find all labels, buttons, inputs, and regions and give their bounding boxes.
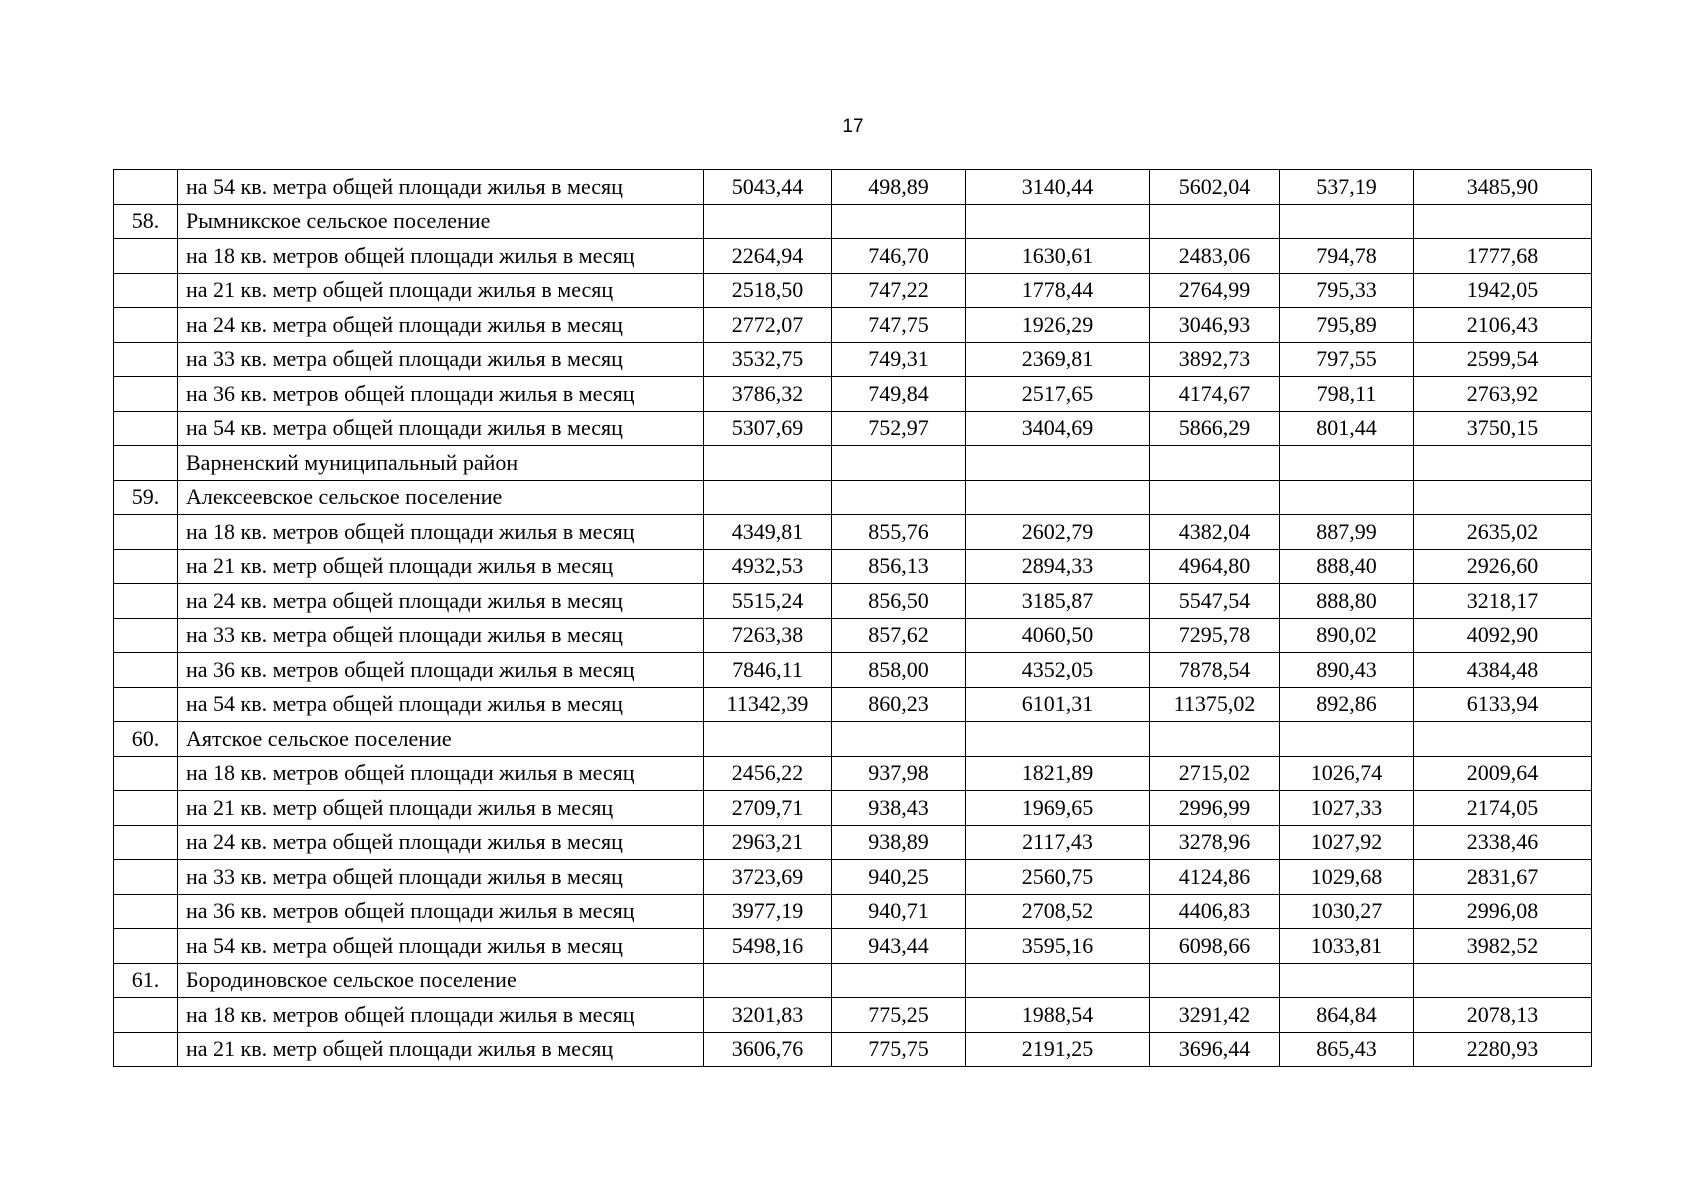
table-row xyxy=(114,308,1592,343)
value-cell: 2456,22 xyxy=(704,756,832,791)
description-cell: на 36 кв. метров общей площади жилья в месяц xyxy=(178,894,704,929)
description-cell: Алексеевское сельское поселение xyxy=(178,480,704,515)
value-cell: 11375,02 xyxy=(1150,687,1280,722)
value-cell: 3532,75 xyxy=(704,342,832,377)
value-cell: 795,89 xyxy=(1280,308,1414,343)
value-cell: 537,19 xyxy=(1280,170,1414,205)
table-row xyxy=(114,929,1592,964)
value-cell xyxy=(832,446,966,481)
row-number-cell xyxy=(114,998,178,1033)
table-row xyxy=(114,170,1592,205)
table-row xyxy=(114,653,1592,688)
value-cell: 775,25 xyxy=(832,998,966,1033)
value-cell xyxy=(966,963,1150,998)
value-cell xyxy=(1280,446,1414,481)
value-cell: 4060,50 xyxy=(966,618,1150,653)
row-number-cell: 58. xyxy=(114,204,178,239)
value-cell: 2078,13 xyxy=(1414,998,1592,1033)
description-cell: на 21 кв. метр общей площади жилья в месяц xyxy=(178,1032,704,1067)
value-cell: 2996,08 xyxy=(1414,894,1592,929)
value-cell: 3404,69 xyxy=(966,411,1150,446)
value-cell: 2517,65 xyxy=(966,377,1150,412)
row-number-cell xyxy=(114,549,178,584)
value-cell: 2264,94 xyxy=(704,239,832,274)
value-cell xyxy=(966,204,1150,239)
table-row xyxy=(114,480,1592,515)
value-cell: 797,55 xyxy=(1280,342,1414,377)
table-row xyxy=(114,1032,1592,1067)
value-cell: 3982,52 xyxy=(1414,929,1592,964)
value-cell: 2338,46 xyxy=(1414,825,1592,860)
table-row xyxy=(114,756,1592,791)
value-cell xyxy=(1150,446,1280,481)
table-row xyxy=(114,549,1592,584)
value-cell: 4406,83 xyxy=(1150,894,1280,929)
value-cell: 2772,07 xyxy=(704,308,832,343)
description-cell: на 36 кв. метров общей площади жилья в месяц xyxy=(178,653,704,688)
value-cell xyxy=(704,722,832,757)
value-cell: 4384,48 xyxy=(1414,653,1592,688)
table-row xyxy=(114,446,1592,481)
value-cell xyxy=(704,204,832,239)
value-cell: 7263,38 xyxy=(704,618,832,653)
value-cell: 3786,32 xyxy=(704,377,832,412)
value-cell: 888,80 xyxy=(1280,584,1414,619)
table-row xyxy=(114,377,1592,412)
value-cell: 2369,81 xyxy=(966,342,1150,377)
description-cell: Бородиновское сельское поселение xyxy=(178,963,704,998)
value-cell xyxy=(1150,204,1280,239)
value-cell: 938,43 xyxy=(832,791,966,826)
value-cell xyxy=(832,204,966,239)
value-cell: 1630,61 xyxy=(966,239,1150,274)
value-cell: 7846,11 xyxy=(704,653,832,688)
description-cell: на 21 кв. метр общей площади жилья в месяц xyxy=(178,791,704,826)
description-cell: на 33 кв. метра общей площади жилья в месяц xyxy=(178,860,704,895)
value-cell: 938,89 xyxy=(832,825,966,860)
description-cell: на 24 кв. метра общей площади жилья в месяц xyxy=(178,584,704,619)
value-cell xyxy=(1414,963,1592,998)
value-cell xyxy=(1414,722,1592,757)
value-cell: 2560,75 xyxy=(966,860,1150,895)
value-cell: 890,43 xyxy=(1280,653,1414,688)
value-cell: 1033,81 xyxy=(1280,929,1414,964)
value-cell: 3606,76 xyxy=(704,1032,832,1067)
value-cell xyxy=(704,480,832,515)
table-row xyxy=(114,894,1592,929)
value-cell: 2009,64 xyxy=(1414,756,1592,791)
value-cell: 747,75 xyxy=(832,308,966,343)
value-cell: 3485,90 xyxy=(1414,170,1592,205)
row-number-cell xyxy=(114,170,178,205)
row-number-cell xyxy=(114,929,178,964)
description-cell: на 36 кв. метров общей площади жилья в месяц xyxy=(178,377,704,412)
value-cell: 2831,67 xyxy=(1414,860,1592,895)
value-cell: 3291,42 xyxy=(1150,998,1280,1033)
description-cell: на 54 кв. метра общей площади жилья в месяц xyxy=(178,411,704,446)
table-row xyxy=(114,618,1592,653)
description-cell: на 21 кв. метр общей площади жилья в месяц xyxy=(178,549,704,584)
value-cell: 7295,78 xyxy=(1150,618,1280,653)
description-cell: Варненский муниципальный район xyxy=(178,446,704,481)
value-cell: 3977,19 xyxy=(704,894,832,929)
row-number-cell xyxy=(114,308,178,343)
value-cell: 937,98 xyxy=(832,756,966,791)
value-cell: 1969,65 xyxy=(966,791,1150,826)
value-cell: 2996,99 xyxy=(1150,791,1280,826)
value-cell: 3892,73 xyxy=(1150,342,1280,377)
row-number-cell xyxy=(114,618,178,653)
value-cell xyxy=(832,722,966,757)
value-cell: 5307,69 xyxy=(704,411,832,446)
value-cell: 856,50 xyxy=(832,584,966,619)
table-row xyxy=(114,273,1592,308)
value-cell: 1027,92 xyxy=(1280,825,1414,860)
row-number-cell xyxy=(114,273,178,308)
value-cell: 3046,93 xyxy=(1150,308,1280,343)
value-cell: 5515,24 xyxy=(704,584,832,619)
value-cell: 4382,04 xyxy=(1150,515,1280,550)
value-cell: 6101,31 xyxy=(966,687,1150,722)
value-cell: 856,13 xyxy=(832,549,966,584)
row-number-cell xyxy=(114,446,178,481)
table-row xyxy=(114,687,1592,722)
row-number-cell xyxy=(114,653,178,688)
value-cell xyxy=(832,963,966,998)
table-row xyxy=(114,239,1592,274)
value-cell: 4092,90 xyxy=(1414,618,1592,653)
row-number-cell xyxy=(114,342,178,377)
value-cell: 2709,71 xyxy=(704,791,832,826)
description-cell: на 54 кв. метра общей площади жилья в месяц xyxy=(178,170,704,205)
value-cell: 2926,60 xyxy=(1414,549,1592,584)
value-cell: 1777,68 xyxy=(1414,239,1592,274)
value-cell: 3595,16 xyxy=(966,929,1150,964)
value-cell: 11342,39 xyxy=(704,687,832,722)
row-number-cell xyxy=(114,515,178,550)
value-cell: 858,00 xyxy=(832,653,966,688)
value-cell: 5547,54 xyxy=(1150,584,1280,619)
description-cell: Аятское сельское поселение xyxy=(178,722,704,757)
value-cell: 749,31 xyxy=(832,342,966,377)
value-cell: 2518,50 xyxy=(704,273,832,308)
value-cell xyxy=(1414,204,1592,239)
value-cell: 2599,54 xyxy=(1414,342,1592,377)
value-cell: 5866,29 xyxy=(1150,411,1280,446)
table-row xyxy=(114,791,1592,826)
value-cell xyxy=(1150,480,1280,515)
value-cell xyxy=(1280,963,1414,998)
value-cell xyxy=(704,963,832,998)
value-cell: 1926,29 xyxy=(966,308,1150,343)
value-cell: 855,76 xyxy=(832,515,966,550)
value-cell: 2117,43 xyxy=(966,825,1150,860)
value-cell xyxy=(1150,722,1280,757)
value-cell: 1027,33 xyxy=(1280,791,1414,826)
value-cell: 6133,94 xyxy=(1414,687,1592,722)
value-cell: 2483,06 xyxy=(1150,239,1280,274)
value-cell xyxy=(832,480,966,515)
row-number-cell xyxy=(114,584,178,619)
value-cell: 943,44 xyxy=(832,929,966,964)
value-cell: 801,44 xyxy=(1280,411,1414,446)
value-cell: 1988,54 xyxy=(966,998,1150,1033)
row-number-cell xyxy=(114,1032,178,1067)
description-cell: на 24 кв. метра общей площади жилья в месяц xyxy=(178,308,704,343)
value-cell: 2894,33 xyxy=(966,549,1150,584)
value-cell: 4174,67 xyxy=(1150,377,1280,412)
page-number: 17 xyxy=(842,116,864,137)
tariff-table xyxy=(113,169,1592,1067)
value-cell: 2635,02 xyxy=(1414,515,1592,550)
value-cell: 864,84 xyxy=(1280,998,1414,1033)
value-cell: 887,99 xyxy=(1280,515,1414,550)
table-row xyxy=(114,204,1592,239)
value-cell: 2708,52 xyxy=(966,894,1150,929)
description-cell: на 18 кв. метров общей площади жилья в месяц xyxy=(178,998,704,1033)
value-cell: 3750,15 xyxy=(1414,411,1592,446)
value-cell: 749,84 xyxy=(832,377,966,412)
value-cell: 2174,05 xyxy=(1414,791,1592,826)
row-number-cell xyxy=(114,860,178,895)
value-cell xyxy=(1280,722,1414,757)
value-cell: 6098,66 xyxy=(1150,929,1280,964)
value-cell: 5498,16 xyxy=(704,929,832,964)
row-number-cell xyxy=(114,756,178,791)
value-cell: 2191,25 xyxy=(966,1032,1150,1067)
value-cell: 2763,92 xyxy=(1414,377,1592,412)
value-cell: 2764,99 xyxy=(1150,273,1280,308)
table-row xyxy=(114,998,1592,1033)
value-cell: 890,02 xyxy=(1280,618,1414,653)
value-cell: 2715,02 xyxy=(1150,756,1280,791)
description-cell: на 54 кв. метра общей площади жилья в месяц xyxy=(178,687,704,722)
value-cell: 747,22 xyxy=(832,273,966,308)
value-cell: 1821,89 xyxy=(966,756,1150,791)
value-cell: 746,70 xyxy=(832,239,966,274)
value-cell: 1029,68 xyxy=(1280,860,1414,895)
table-row xyxy=(114,860,1592,895)
value-cell: 865,43 xyxy=(1280,1032,1414,1067)
value-cell xyxy=(1414,480,1592,515)
value-cell: 3185,87 xyxy=(966,584,1150,619)
description-cell: на 33 кв. метра общей площади жилья в месяц xyxy=(178,618,704,653)
value-cell: 1778,44 xyxy=(966,273,1150,308)
value-cell: 2602,79 xyxy=(966,515,1150,550)
description-cell: Рымникское сельское поселение xyxy=(178,204,704,239)
description-cell: на 18 кв. метров общей площади жилья в месяц xyxy=(178,756,704,791)
value-cell: 3696,44 xyxy=(1150,1032,1280,1067)
value-cell xyxy=(704,446,832,481)
value-cell xyxy=(966,446,1150,481)
description-cell: на 18 кв. метров общей площади жилья в месяц xyxy=(178,239,704,274)
row-number-cell xyxy=(114,791,178,826)
value-cell: 857,62 xyxy=(832,618,966,653)
value-cell: 798,11 xyxy=(1280,377,1414,412)
table-row xyxy=(114,584,1592,619)
value-cell: 2963,21 xyxy=(704,825,832,860)
value-cell: 3201,83 xyxy=(704,998,832,1033)
value-cell: 1942,05 xyxy=(1414,273,1592,308)
value-cell: 5043,44 xyxy=(704,170,832,205)
value-cell xyxy=(966,722,1150,757)
row-number-cell: 61. xyxy=(114,963,178,998)
value-cell: 4352,05 xyxy=(966,653,1150,688)
value-cell: 794,78 xyxy=(1280,239,1414,274)
table-row xyxy=(114,825,1592,860)
value-cell: 5602,04 xyxy=(1150,170,1280,205)
table-row xyxy=(114,722,1592,757)
description-cell: на 21 кв. метр общей площади жилья в месяц xyxy=(178,273,704,308)
value-cell: 3278,96 xyxy=(1150,825,1280,860)
value-cell: 795,33 xyxy=(1280,273,1414,308)
row-number-cell xyxy=(114,411,178,446)
value-cell: 752,97 xyxy=(832,411,966,446)
row-number-cell: 60. xyxy=(114,722,178,757)
value-cell: 4932,53 xyxy=(704,549,832,584)
row-number-cell xyxy=(114,825,178,860)
row-number-cell xyxy=(114,687,178,722)
row-number-cell: 59. xyxy=(114,480,178,515)
value-cell: 1026,74 xyxy=(1280,756,1414,791)
value-cell: 2106,43 xyxy=(1414,308,1592,343)
description-cell: на 24 кв. метра общей площади жилья в месяц xyxy=(178,825,704,860)
value-cell: 3140,44 xyxy=(966,170,1150,205)
value-cell: 498,89 xyxy=(832,170,966,205)
description-cell: на 18 кв. метров общей площади жилья в месяц xyxy=(178,515,704,550)
value-cell: 940,71 xyxy=(832,894,966,929)
value-cell xyxy=(1280,204,1414,239)
row-number-cell xyxy=(114,377,178,412)
value-cell: 1030,27 xyxy=(1280,894,1414,929)
table-row xyxy=(114,342,1592,377)
value-cell xyxy=(966,480,1150,515)
value-cell xyxy=(1280,480,1414,515)
value-cell: 4964,80 xyxy=(1150,549,1280,584)
description-cell: на 54 кв. метра общей площади жилья в месяц xyxy=(178,929,704,964)
value-cell: 3218,17 xyxy=(1414,584,1592,619)
value-cell: 4124,86 xyxy=(1150,860,1280,895)
value-cell: 860,23 xyxy=(832,687,966,722)
table-row xyxy=(114,963,1592,998)
row-number-cell xyxy=(114,239,178,274)
value-cell: 2280,93 xyxy=(1414,1032,1592,1067)
value-cell xyxy=(1414,446,1592,481)
value-cell: 775,75 xyxy=(832,1032,966,1067)
description-cell: на 33 кв. метра общей площади жилья в месяц xyxy=(178,342,704,377)
value-cell xyxy=(1150,963,1280,998)
value-cell: 7878,54 xyxy=(1150,653,1280,688)
value-cell: 888,40 xyxy=(1280,549,1414,584)
table-row xyxy=(114,515,1592,550)
value-cell: 892,86 xyxy=(1280,687,1414,722)
table-row xyxy=(114,411,1592,446)
row-number-cell xyxy=(114,894,178,929)
value-cell: 4349,81 xyxy=(704,515,832,550)
value-cell: 3723,69 xyxy=(704,860,832,895)
value-cell: 940,25 xyxy=(832,860,966,895)
